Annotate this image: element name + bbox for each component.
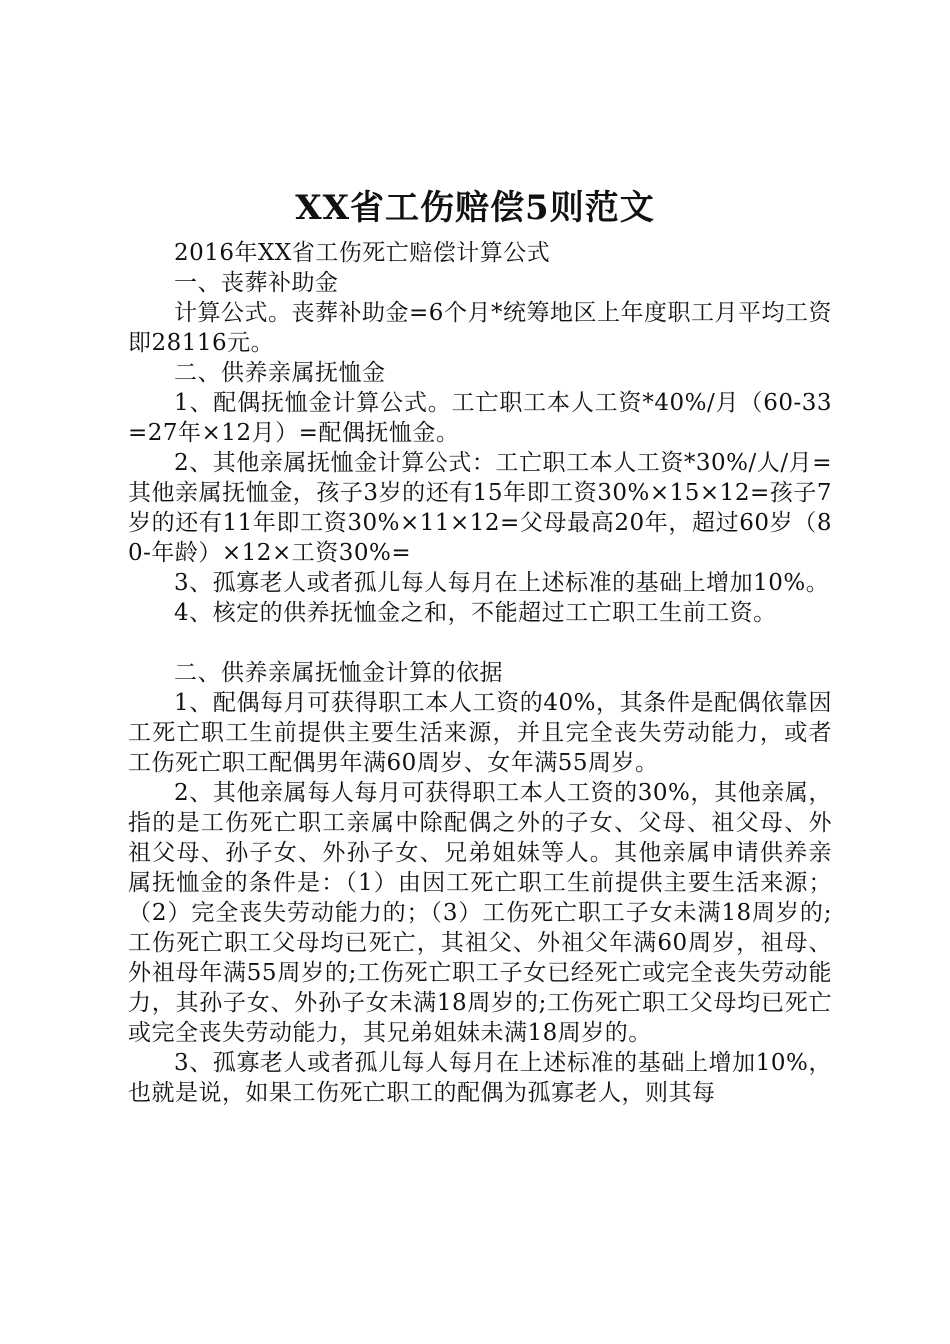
document-body [128, 238, 832, 1108]
paragraph-section-pension: 二、供养亲属抚恤金 [174, 360, 386, 386]
paragraph-other-relatives-basis: 2、其他亲属每人每月可获得职工本人工资的30%，其他亲属，指的是工伤死亡职工亲属中除配偶之外的子女、父母、祖父母、外祖父母、孙子女、外孙子女、兄弟姐妹等人。其他亲属申请供养亲属抚恤金的条件是：（1）由因工死亡职工生前提供主要生活来源；（2）完全丧失劳动能力的；（3）工伤死亡职工子女未满18周岁的;工伤死亡职工父母均已死亡，其祖父、外祖父年满60周岁，祖母、外祖母年满55周岁的;工伤死亡职工子女已经死亡或完全丧失劳动能力，其孙子女、外孙子女未满18周岁的;工伤死亡职工父母均已死亡或完全丧失劳动能力，其兄弟姐妹未满18周岁的。 [128, 780, 832, 1046]
paragraph-section-funeral: 一、丧葬补助金 [174, 270, 339, 296]
paragraph-pension-cap: 4、核定的供养抚恤金之和，不能超过工亡职工生前工资。 [174, 600, 777, 626]
paragraph-orphan-basis: 3、孤寡老人或者孤儿每人每月在上述标准的基础上增加10%，也就是说，如果工伤死亡职工的配偶为孤寡老人，则其每 [128, 1050, 832, 1106]
paragraph-other-relatives-formula: 2、其他亲属抚恤金计算公式：工亡职工本人工资*30%/人/月=其他亲属抚恤金，孩子3岁的还有15年即工资30%×15×12=孩子7岁的还有11年即工资30%×11×12=父母最高20年，超过60岁（80-年龄）×12×工资30%= [128, 450, 832, 566]
document-title: XX省工伤赔偿5则范文 [295, 188, 655, 228]
paragraph-spouse-formula: 1、配偶抚恤金计算公式。工亡职工本人工资*40%/月（60-33=27年×12月）=配偶抚恤金。 [128, 390, 832, 446]
paragraph-section-basis: 二、供养亲属抚恤金计算的依据 [174, 660, 503, 686]
paragraph-formula-heading: 2016年XX省工伤死亡赔偿计算公式 [174, 240, 551, 266]
paragraph-funeral-formula: 计算公式。丧葬补助金=6个月*统筹地区上年度职工月平均工资即28116元。 [128, 300, 832, 356]
paragraph-orphan-increase: 3、孤寡老人或者孤儿每人每月在上述标准的基础上增加10%。 [174, 570, 830, 596]
blank-line [128, 628, 832, 658]
paragraph-spouse-basis: 1、配偶每月可获得职工本人工资的40%，其条件是配偶依靠因工死亡职工生前提供主要生活来源，并且完全丧失劳动能力，或者工伤死亡职工配偶男年满60周岁、女年满55周岁。 [128, 690, 832, 776]
